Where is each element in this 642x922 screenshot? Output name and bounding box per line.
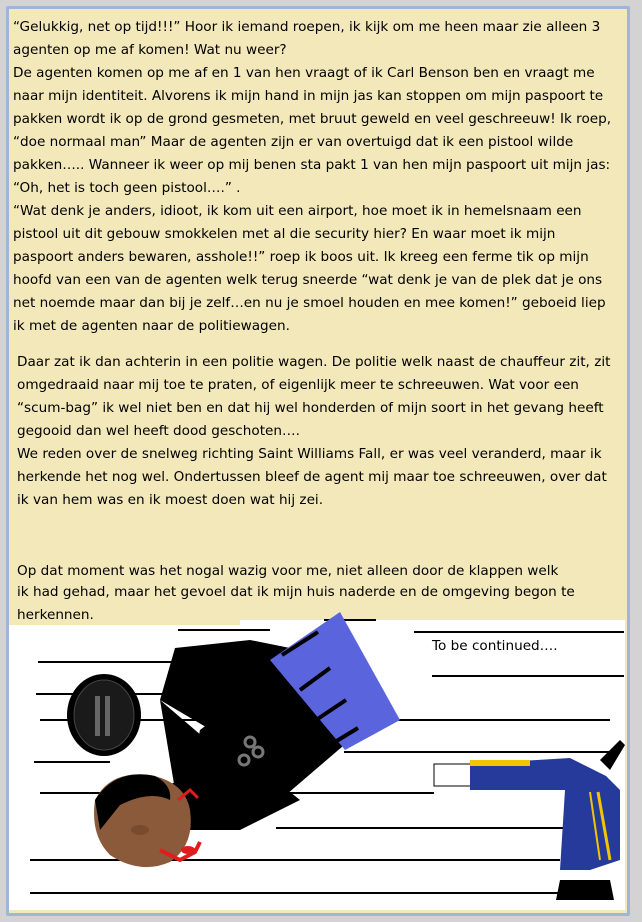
story-paragraph-1: “Gelukkig, net op tijd!!!” Hoor ik iemand roepen, ik kijk om me heen maar zie alleen 3 agenten op me af komen! Wat nu weer? De agenten komen op me af en 1 van hen vraagt of ik Carl Benson ben en vraagt me naar mijn identiteit. Alvorens ik mijn hand in mijn jas kan stoppen om mijn paspoort te pakken wordt ik op de grond gesmeten, met bruut geweld en veel geschreeuw! Ik roep, “doe normaal man” Maar de agenten zijn er van overtuigd dat ik een pistool wilde pakken….. Wanneer ik weer op mij benen sta pakt 1 van hen mijn paspoort uit mijn jas: “Oh, het is toch geen pistool….” . “Wat denk je anders, idioot, ik kom uit een airport, hoe moet ik in hemelsnaam een pistool uit dit gebouw smokkelen met al die security hier? En waar moet ik mijn paspoort anders bewaren, asshole!!” roep ik boos uit. Ik kreeg een ferme tik op mijn hoofd van een van de agenten welk terug sneerde “wat denk je van de plek dat je ons net noemde maar dan bij je zelf…en nu je smoel houden en mee komen!” geboeid liep ik met de agenten naar de politiewagen. — [13, 19, 612, 334]
blood — [181, 846, 195, 854]
story-paragraph-3-line-1: Op dat moment was het nogal wazig voor me, niet alleen door de klappen welk — [17, 563, 559, 579]
story-paragraph-3-rest: ik had gehad, maar het gevoel dat ik mijn huis naderde en de omgeving begon te herkennen. — [17, 584, 575, 623]
story-paragraph-2: Daar zat ik dan achterin in een politie wagen. De politie welk naast de chauffeur zit, zit omgedraaid naar mij toe te praten, of eigenlijk meer te schreeuwen. Wat voor een “scum-bag” ik wel niet ben en dat hij wel honderden of mijn soort in het gevang heeft gegooid dan wel heeft dood geschoten…. We reden over de snelweg richting Saint Williams Fall, er was veel veranderd, maar ik herkende het nog wel. Ondertussen bleef de agent mij maar toe schreeuwen, over dat ik van hem was en ik moest doen wat hij zei. — [17, 354, 611, 508]
tire-icon — [67, 674, 141, 756]
to-be-continued: To be continued…. — [432, 638, 558, 654]
